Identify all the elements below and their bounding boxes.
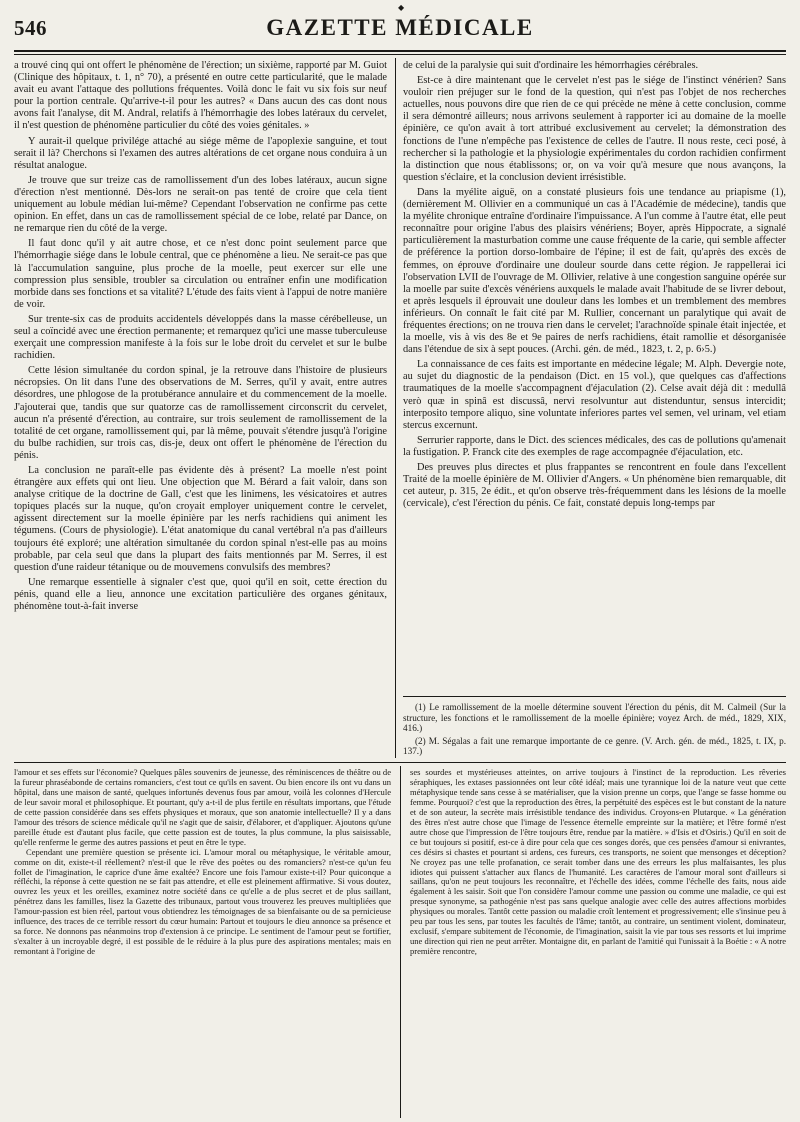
- journal-title: GAZETTE MÉDICALE: [266, 15, 534, 40]
- header-rule-thin: [14, 54, 786, 55]
- right-column: [403, 60, 786, 682]
- paragraph: Serrurier rapporte, dans le Dict. des sciences médicales, des cas de pollutions qu'amenait la fustigation. P. Franck cite des exemples de rage accompagnée d'éjaculation, etc.: [403, 434, 786, 458]
- paragraph: de celui de la paralysie qui suit d'ordinaire les hémorrhagies cérébrales.: [403, 60, 699, 71]
- paragraph: Cette lésion simultanée du cordon spinal, je la retrouve dans l'histoire de plusieurs nécropsies. On lit dans l'une des observations de M. Serres, qu'il y avait, entre autres désordres, une phlogose de la protubérance annulaire et du commencement de la moelle. J'ajouterai que, tandis que sur quatorze cas de ramollissement circonscrit du cervelet, aucun n'a présenté d'érection, au contraire, sur trois seulement de ramollissement de la totalité de cet organe, ramollissement qui, par là même, pouvait s'étendre jusqu'à l'origine du bulbe rachidien, sur trois cas, dis-je, deux ont offert le phénomène de l'érection du pénis.: [14, 365, 387, 461]
- paragraph: a trouvé cinq qui ont offert le phénomène de l'érection; un sixième, rapporté par M. Guiot (Clinique des hôpitaux, t. 1, n° 70), a présenté en outre cette particularité, que le malade avait eu avant l'attaque des pollutions fréquentes. Voilà donc le fait vu six fois sur neuf pour la portion centrale. Qu'arrive-t-il pour les autres? « Dans aucun des cas dont nous avons fait l'analyse, dit M. Andral, relatifs à l'hémorrhagie des lobes latéraux du cervelet, il n'est question de phénomène particulier du côté des voies génitales. »: [14, 60, 387, 132]
- paragraph: La connaissance de ces faits est importante en médecine légale; M. Alph. Devergie note, au sujet du diagnostic de la pendaison (Dict. en 15 vol.), que quelques cas d'affections traumatiques de la moelle s'accompagnent d'éjaculation (2). Celse avait déjà dit : medullâ verò quæ in spinâ est discussâ, nervi resolvuntur aut distenduntur, sensus intercidit; interposito tempore aliquo, sine voluntate inferiores partes vel semen, vel urinam, vel etiam stercus excernunt.: [403, 359, 786, 431]
- paragraph: Une remarque essentielle à signaler c'est que, quoi qu'il en soit, cette érection du pénis, quand elle a lieu, annonce une excitation particulière des organes génitaux, phénomène tout-à-fait inverse: [14, 576, 387, 613]
- left-column: [14, 60, 387, 758]
- footnote: (2) M. Ségalas a fait une remarque importante de ce genre. (V. Arch. gén. de méd., 1825, t. IX, p. 137.): [403, 735, 786, 757]
- paragraph: ses sourdes et mystérieuses atteintes, on arrive toujours à l'instinct de la reproduction. Les rêveries séraphiques, les extases passionnées ont leur côté idéal; mais une tyrannique loi de la nature veut que cette métaphysique tende sans cesse à se matérialiser, que la vision prenne un corps, que l'ange se fasse homme ou femme. Pourquoi? c'est que la reproduction des êtres, la perpétuité des espèces est le but constant de la nature et de son auteur, la secrète mais irrésistible tendance des individus. Croyons-en Plutarque. « La génération des êtres n'est autre chose que l'image de l'essence éternelle empreinte sur la matière; et l'être formé n'est autre chose que l'impression de l'être toujours être, rendue par la matière. » d'Isis et d'Osiris.) Qu'il en soit de ce but toujours si positif, est-ce à dire pour cela que ces songes dorés, que ces pensées d'amour si enivrantes, ces désirs si chastes et pourtant si ardens, ces fureurs, ces transports, ne soient que mensonges et déception? Ne croyez pas une telle profanation, ce serait tomber dans une des erreurs les plus malfaisantes, les plus idiotes qui puissent s'attacher aux flancs de l'humanité. Les caractères de l'amour moral sont d'ailleurs si saillans, qu'on ne peut toujours les reconnaître, et l'échelle des idées, comme l'échelle des faits, nous aide également à les saisir. Soit que l'on considère l'amour comme une passion ou comme une maladie, ce qui est presque synonyme, sa pathogénie n'est pas sans quelque analogie avec celle des autres affections morbides physiques ou morales. Tantôt cette passion ou maladie croît lentement et progressivement; elle s'insinue peu à peu par tous les sens, par toutes les facultés de l'âme; tantôt, au contraire, un sentiment violent, dominateur, exclusif, s'empare subitement de l'économie, de l'imagination, saisit la vie par tous ses ressorts et lui imprime une direction qui rien ne peut arrêter. Montaigne dit, en parlant de l'amitié qui l'unissait à la Boétie : « A notre première rencontre,: [410, 768, 786, 957]
- ornament-icon: ◆: [398, 3, 405, 12]
- header-rule: [14, 50, 786, 52]
- column-divider: [395, 58, 396, 758]
- paragraph: Il faut donc qu'il y ait autre chose, et ce n'est donc point seulement parce que l'hémorrhagie siége dans le lobule central, que ce phénomène a lieu. Ne serait-ce pas que là l'accumulation sanguine, plus proche de la moelle, peut exercer sur elle une compression plus sensible, troubler sa circulation ou entraîner enfin une modification morbide dans ses fonctions et sa vitalité? L'étude des faits vient à l'appui de notre manière de voir.: [14, 238, 387, 310]
- paragraph: La conclusion ne paraît-elle pas évidente dès à présent? La moelle n'est point étrangère aux effets qui ont lieu. Une objection que M. Bérard a fait valoir, dans son analyse critique de la doctrine de Gall, c'est que les linimens, les vésicatoires et autres topiques placés sur la nuque, qu'on croyait employer uniquement contre le cervelet, agissent directement sur la moelle épinière par les nerfs rachidiens qui animent les tégumens. (Cours de physiologie). L'état anatomique du canal vertébral n'a pas d'ailleurs toujours été exploré; une altération simultanée du cordon spinal n'est-elle pas au moins probable, par cela seul que dans la plupart des faits mentionnés par M. Serres, il est question d'une raideur tétanique ou de mouvemens convulsifs des membres?: [14, 465, 387, 573]
- footnote-rule: [403, 696, 786, 697]
- paragraph: Je trouve que sur treize cas de ramollissement d'un des lobes latéraux, aucun signe d'érection n'est mentionné. Dès-lors ne serait-on pas tenté de croire que cela tient uniquement au lobule médian lui-même? Cependant l'observation ne confirme pas cette opinion. En effet, dans un cas de ramollissement spécial de ce lobe, relaté par Dance, on ne remarque rien du côté de la verge.: [14, 174, 387, 235]
- paragraph: Sur trente-six cas de produits accidentels développés dans la masse cérébelleuse, un seul a coïncidé avec une érection permanente; et remarquez qu'ici une masse tuberculeuse exerçait une compression manifeste à la fois sur le lobe droit du cervelet et sur le bulbe rachidien.: [14, 313, 387, 362]
- feuilleton-right-column: [410, 768, 786, 1118]
- page-number: 546: [14, 16, 47, 40]
- feuilleton-divider: [400, 766, 401, 1118]
- paragraph: Dans la myélite aiguë, on a constaté plusieurs fois une tendance au priapisme (1), (dernièrement M. Ollivier en a communiqué un cas à l'Académie de médecine), tandis que la myélite chronique entraîne d'ordinaire l'impuissance. A l'un comme à l'autre état, elle peut reconnaître pour origine l'abus des plaisirs vénériens; Boyer, après Hippocrate, a signalé particulièrement la masturbation comme une cause fréquente de la carie, qui semble affecter de préférence la portion dorso-lombaire de l'épine; il est de fait, qu'après des excès de femmes, on éprouve d'ordinaire une douleur sourde dans cette région. Je rappellerai ici l'observation LVII de l'ouvrage de M. Ollivier, relative à une congestion sanguine opérée sur la moelle par suite d'excès vénériens auxquels le malade avait l'habitude de se livrer debout, et après lesquels il éprouvait une douleur dans les lombes et un tremblement des membres inférieurs. On connaît le fait cité par M. Rullier, concernant un paralytique qui avait de fréquentes érections; on ne trouva rien dans le cervelet; l'arachnoïde spinale était injectée, et la moelle, vis à vis des 8e et 9e paires de nerfs rachidiens, était ramollie et désorganisée dans l'étendue de six à sept pouces. (Archi. gén. de méd., 1823, t. 2, p. 6›5.): [403, 186, 786, 356]
- footnotes: [403, 702, 786, 758]
- feuilleton-rule: [14, 762, 786, 763]
- paragraph: Y aurait-il quelque privilége attaché au siége même de l'apoplexie sanguine, et tout serait il là? Cherchons si l'examen des autres altérations de cet organe nous conduira à un résultat analogue.: [14, 135, 387, 171]
- footnote: (1) Le ramollissement de la moelle détermine souvent l'érection du pénis, dit M. Calmeil (Sur la structure, les fonctions et le ramollissement de la moelle épinière; voyez Arch. de méd., 1829, XIX, 416.): [403, 702, 786, 734]
- paragraph: Des preuves plus directes et plus frappantes se rencontrent en foule dans l'excellent Traité de la moelle épinière de M. Ollivier d'Angers. « Un phénomène bien remarquable, dit cet auteur, p. 315, 2e édit., et qu'on observe très-fréquemment dans les lésions de la moelle (cervicale), c'est l'érection du pénis. Ce fait, constaté depuis long-temps par: [403, 462, 786, 510]
- paragraph: l'amour et ses effets sur l'économie? Quelques pâles souvenirs de jeunesse, des réminiscences de théâtre ou de la fureur phraséabonde de certains romanciers, c'est tout ce qu'ils en savent. Ou bien encore ils ont vu dans un hôpital, dans une maison de santé, quelques infortunés devenus fous par amour, voilà les colonnes d'Hercule de leur savoir moral et philosophique. Et pourtant, qu'y a-t-il de plus fertile en résultats importans, que l'étude de cette passion considérée dans ses effets physiques et moraux, que son anatomie intellectuelle? Il y a dans l'amour des trésors de science médicale qu'il ne s'agit que de saisir, d'élaborer, et d'appliquer. Ajoutons qu'une pareille étude est d'autant plus facile, que cette passion est de toutes, la plus commune, la plus saisissable, qu'elle renferme le germe des autres passions et peut en être le type.: [14, 768, 391, 847]
- feuilleton-left-column: [14, 768, 391, 1118]
- paragraph: Cependant une première question se présente ici. L'amour moral ou métaphysique, le véritable amour, comme on dit, existe-t-il réellement? n'est-il que le rêve des poètes ou des romanciers? n'est-ce qu'un feu follet de l'imagination, le caprice d'une âme exaltée? Encore une fois l'amour existe-t-il? Pour quiconque a réfléchi, la réponse à cette question ne se fait pas attendre, et elle est pleinement affirmative. Si vous doutez, ouvrez les yeux et les oreilles, examinez notre société dans ce qu'elle a de plus secret et de plus saillant, pénétrez dans les familles, lisez la Gazette des tribunaux, partout vous trouverez les preuves multipliées que l'amour-passion est bien réel, partout vous obtiendrez les témoignages de sa bienfaisante ou de sa pernicieuse influence, des traces de ce terrible ressort du cœur humain: Partout et toujours le dieu annonce sa présence et sa force. Ne donnons pas néanmoins trop d'extension à ce principe. Le sentiment de l'amour peut se fortifier, s'exalter à un incroyable degré, il est possible de le réduire à la plus pure des aspirations mentales; mais en remontant à l'origine de: [14, 846, 391, 957]
- paragraph: Est-ce à dire maintenant que le cervelet n'est pas le siége de l'instinct vénérien? Sans vouloir rien préjuger sur le fond de la question, qui n'est pas l'objet de nos recherches actuelles, nous pouvons dire que rien de ce qui précède ne mène à cette conclusion, comme il sera démontré ailleurs; nous arrivons seulement à rapporter ici au domaine de la moelle épinière, ce qu'on avait à tort attribué exclusivement au cervelet; la démonstration des fonctions de l'une n'empêche pas l'existence de celles de l'autre. Il nous reste, ceci posé, à rechercher si la pathologie et la physiologie expérimentales du cordon rachidien confirment la distinction que nous établissons; or, on va voir qu'à mesure que nous avançons, la question s'éclaire, et la conclusion devient irrésistible.: [403, 75, 786, 183]
